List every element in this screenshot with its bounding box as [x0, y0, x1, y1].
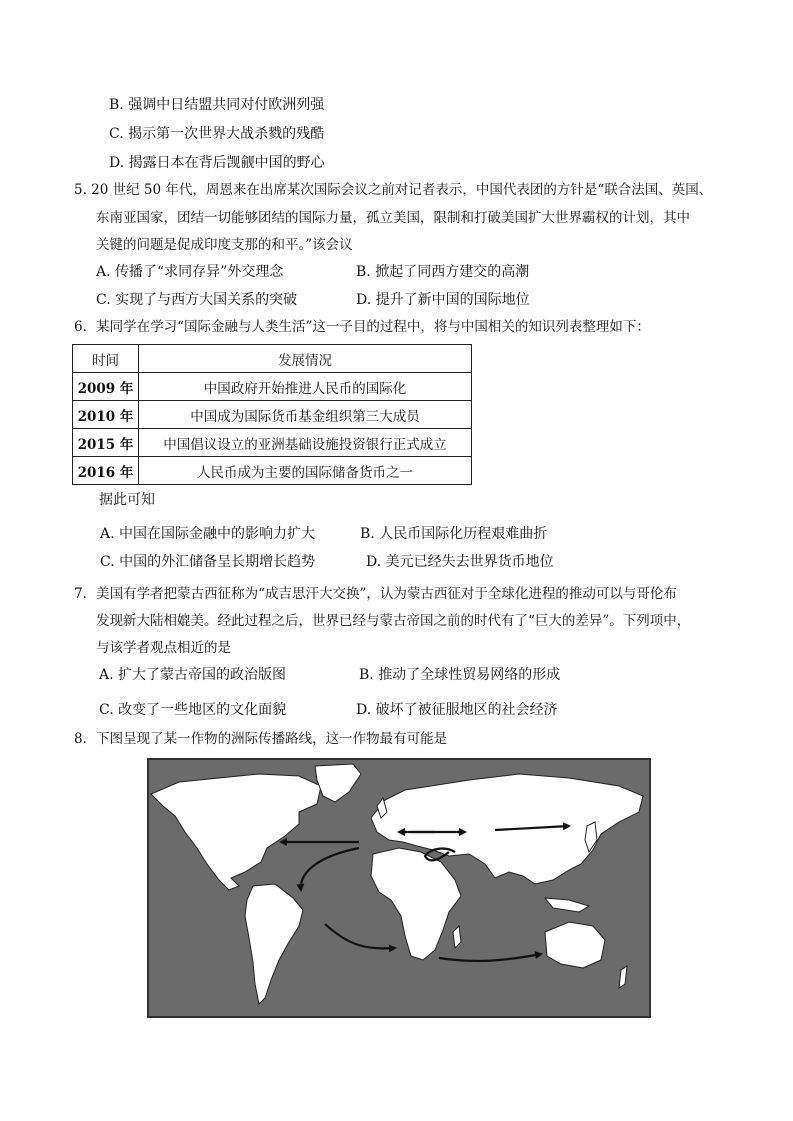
table-cell-event: 中国成为国际货币基金组织第三大成员: [139, 401, 472, 429]
q6-option-d: D. 美元已经失去世界货币地位: [366, 554, 554, 570]
q4-option-c: C. 揭示第一次世界大战杀戮的残酷: [109, 126, 325, 142]
q5-stem-line3: 关键的问题是促成印度支那的和平。”该会议: [96, 237, 353, 253]
q5-option-c: C. 实现了与西方大国关系的突破: [96, 292, 298, 308]
table-cell-year: 2010 年: [73, 401, 139, 429]
table-header-development: 发展情况: [139, 345, 472, 373]
route-south-america-to-africa: [325, 924, 395, 948]
q7-option-c: C. 改变了一些地区的文化面貌: [99, 702, 287, 718]
table-cell-event: 中国倡议设立的亚洲基础设施投资银行正式成立: [139, 429, 472, 457]
table-cell-event: 人民币成为主要的国际储备货币之一: [139, 457, 472, 485]
q5-option-d: D. 提升了新中国的国际地位: [356, 292, 530, 308]
table-cell-event: 中国政府开始推进人民币的国际化: [139, 373, 472, 401]
route-africa-to-australia: [439, 954, 541, 961]
q6-option-c: C. 中国的外汇储备呈长期增长趋势: [100, 554, 316, 570]
q5-stem-line1: 5. 20 世纪 50 年代，周恩来在出席某次国际会议之前对记者表示，中国代表团的方针是“联合法国、英国、: [74, 182, 713, 198]
q6-stem: 6．某同学在学习“国际金融与人类生活”这一子目的过程中，将与中国相关的知识列表整理如下：: [74, 319, 650, 335]
q5-stem-line2: 东南亚国家，团结一切能够团结的国际力量，孤立美国，限制和打破美国扩大世界霸权的计划，其中: [96, 210, 690, 226]
new-zealand-shape: [619, 966, 627, 988]
table-header-row: [73, 345, 472, 373]
table-row: [73, 429, 472, 457]
q7-stem-line1: 7．美国有学者把蒙古西征称为“成吉思汗大交换”，认为蒙古西征对于全球化进程的推动可以与哥伦布: [74, 586, 677, 602]
q4-option-d: D. 揭露日本在背后觊觎中国的野心: [109, 155, 325, 171]
indonesia-shape: [545, 898, 589, 912]
australia-shape: [545, 922, 605, 968]
africa-shape: [371, 848, 461, 960]
q7-stem-line2: 发现新大陆相媲美。经此过程之后，世界已经与蒙古帝国之前的时代有了“巨大的差异”。下列项中，: [96, 613, 691, 629]
q7-option-a: A. 扩大了蒙古帝国的政治版图: [99, 667, 287, 683]
world-map-svg: [149, 760, 649, 1016]
table-row: [73, 373, 472, 401]
q6-after-table: 据此可知: [99, 492, 155, 508]
table-cell-year: 2009 年: [73, 373, 139, 401]
q4-option-b: B. 强调中日结盟共同对付欧洲列强: [109, 97, 325, 113]
route-caribbean-to-south-america: [301, 848, 359, 890]
q7-stem-line3: 与该学者观点相近的是: [96, 640, 231, 656]
q6-option-a: A. 中国在国际金融中的影响力扩大: [100, 526, 316, 542]
table-row: [73, 457, 472, 485]
table-cell-year: 2016 年: [73, 457, 139, 485]
south-america-shape: [245, 884, 303, 1004]
q8-stem: 8．下图呈现了某一作物的洲际传播路线，这一作物最有可能是: [74, 731, 448, 747]
north-america-shape: [151, 774, 321, 890]
world-map-figure: [147, 758, 651, 1018]
greenland-shape: [315, 764, 361, 802]
madagascar-shape: [453, 926, 461, 948]
q5-option-a: A. 传播了“求同存异”外交理念: [96, 264, 284, 280]
q7-option-d: D. 破坏了被征服地区的社会经济: [356, 702, 558, 718]
q7-option-b: B. 推动了全球性贸易网络的形成: [359, 667, 561, 683]
table-header-time: 时间: [73, 345, 139, 373]
q6-option-b: B. 人民币国际化历程艰难曲折: [360, 526, 548, 542]
table-cell-year: 2015 年: [73, 429, 139, 457]
table-row: [73, 401, 472, 429]
q5-option-b: B. 掀起了同西方建交的高潮: [356, 264, 530, 280]
knowledge-table: [72, 344, 472, 485]
